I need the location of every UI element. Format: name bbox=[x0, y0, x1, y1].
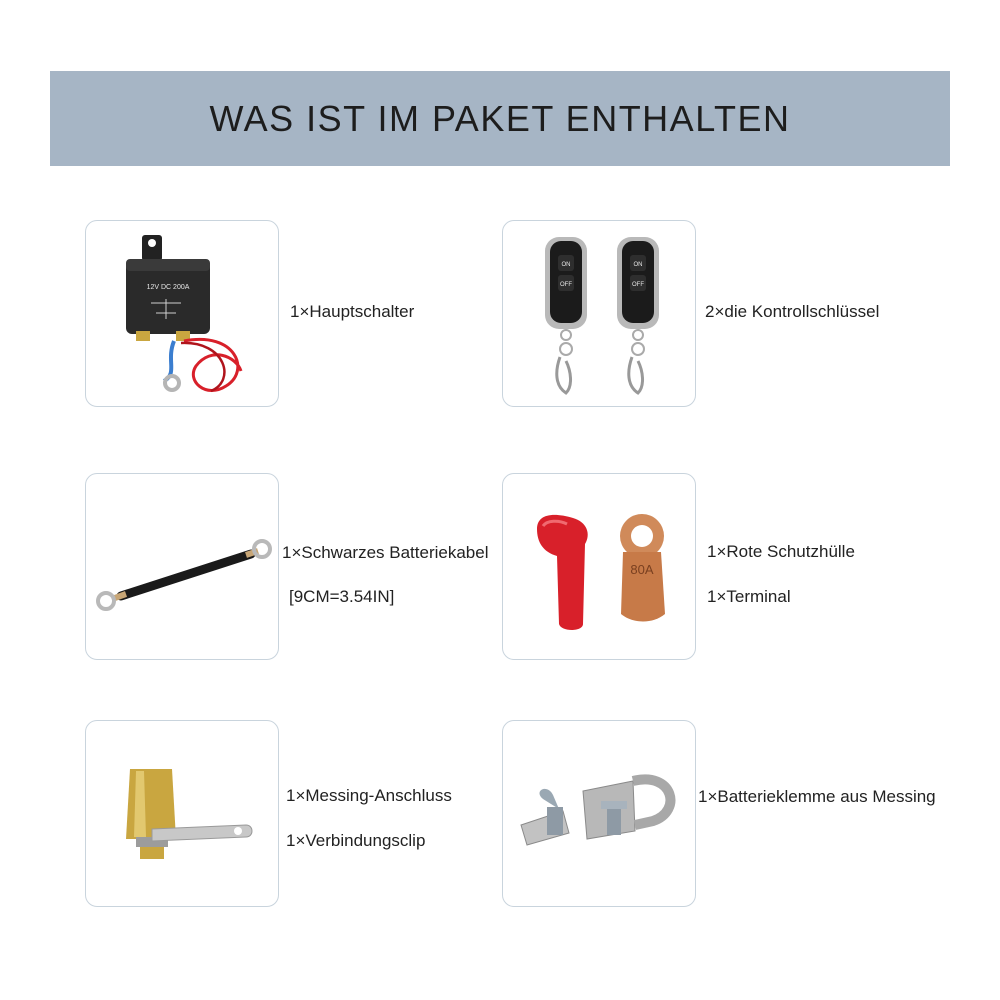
page-title: WAS IST IM PAKET ENTHALTEN bbox=[209, 97, 791, 139]
terminal-rating-label: 80A bbox=[630, 562, 654, 577]
remote-key-fob-icon bbox=[503, 221, 696, 407]
fob-on-label: ON bbox=[633, 262, 643, 268]
relay-switch-icon bbox=[86, 221, 279, 407]
item-label-cable-length: [9CM=3.54IN] bbox=[289, 587, 395, 606]
fob-off-label: OFF bbox=[632, 282, 644, 288]
item-label-terminal: 1×Terminal bbox=[707, 587, 791, 606]
battery-clamp-icon bbox=[503, 721, 696, 907]
item-card-cap-terminal bbox=[502, 473, 696, 660]
item-label-brass-connector: 1×Messing-Anschluss bbox=[286, 786, 452, 805]
red-cap-terminal-icon bbox=[503, 474, 696, 660]
fob-on-label: ON bbox=[561, 262, 571, 268]
item-card-brass-connector bbox=[85, 720, 279, 907]
item-label-remote-keys: 2×die Kontrollschlüssel bbox=[705, 302, 880, 321]
battery-cable-icon bbox=[86, 474, 279, 660]
item-card-main-switch bbox=[85, 220, 279, 407]
item-label-battery-cable: 1×Schwarzes Batteriekabel bbox=[282, 543, 489, 562]
brass-connector-icon bbox=[86, 721, 279, 907]
item-card-battery-cable bbox=[85, 473, 279, 660]
item-label-battery-clamp: 1×Batterieklemme aus Messing bbox=[698, 787, 936, 806]
item-label-red-cap: 1×Rote Schutzhülle bbox=[707, 542, 855, 561]
item-label-connection-clip: 1×Verbindungsclip bbox=[286, 831, 426, 850]
item-label-main-switch: 1×Hauptschalter bbox=[290, 302, 415, 321]
item-card-battery-clamp bbox=[502, 720, 696, 907]
fob-off-label: OFF bbox=[560, 282, 572, 288]
relay-label: 12V DC 200A bbox=[146, 284, 190, 291]
header-banner bbox=[50, 71, 950, 166]
item-card-remote-keys bbox=[502, 220, 696, 407]
